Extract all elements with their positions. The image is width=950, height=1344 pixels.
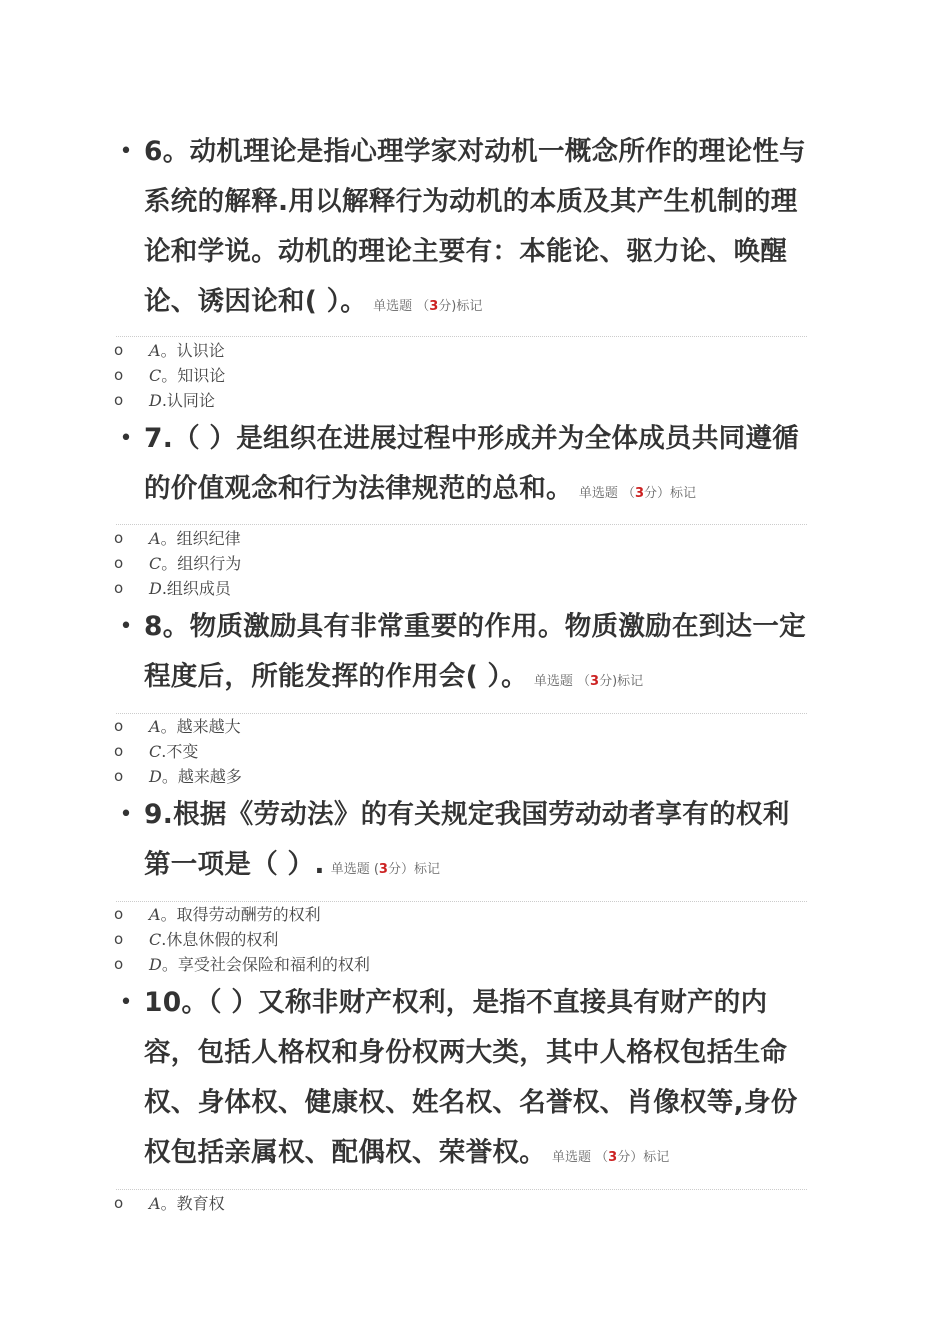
question-number: 10 bbox=[144, 987, 182, 1018]
bullet-icon: • bbox=[119, 802, 133, 827]
question-text bbox=[144, 414, 809, 519]
question-meta: 单选题 （3分）标记 bbox=[578, 486, 697, 501]
mark-link[interactable]: 分）标记 bbox=[387, 862, 440, 877]
option-d[interactable]: o D。越来越多 bbox=[114, 764, 714, 789]
option-label: 教育权 bbox=[176, 1194, 225, 1213]
option-marker: o bbox=[114, 391, 124, 409]
question-number: 6 bbox=[144, 136, 163, 167]
question-meta: 单选题 （3分)标记 bbox=[533, 674, 644, 689]
option-marker: o bbox=[114, 341, 124, 359]
option-label: 认识论 bbox=[176, 341, 225, 360]
option-letter: D bbox=[149, 767, 162, 786]
option-letter: C bbox=[149, 742, 162, 761]
option-letter: C bbox=[149, 366, 162, 385]
option-letter: D bbox=[149, 955, 162, 974]
score-value: 3 bbox=[590, 674, 600, 689]
divider bbox=[116, 524, 807, 525]
score-value: 3 bbox=[608, 1150, 618, 1165]
option-marker: o bbox=[114, 717, 124, 735]
option-list bbox=[114, 1191, 714, 1216]
question-meta: 单选题 （3分）标记 bbox=[552, 1150, 670, 1165]
option-label: 休息休假的权利 bbox=[166, 930, 279, 949]
option-letter: D bbox=[149, 579, 162, 598]
option-a[interactable]: o A。越来越大 bbox=[114, 714, 714, 739]
option-marker: o bbox=[114, 742, 124, 760]
option-letter: A bbox=[149, 717, 161, 736]
option-marker: o bbox=[114, 905, 124, 923]
question-stem: 动机理论是指心理学家对动机一概念所作的理论性与系统的解释.用以解释行为动机的本质及其产生机制的理论和学说。动机的理论主要有：本能论、驱力论、唤醒论、诱因论和( ）。 bbox=[144, 136, 806, 317]
question-7 bbox=[108, 414, 808, 514]
question-number: 9. bbox=[144, 799, 174, 830]
option-letter: C bbox=[149, 930, 162, 949]
option-marker: o bbox=[114, 554, 124, 572]
question-text: 8。物质激励具有非常重要的作用。物质激励在到达一定程度后，所能发挥的作用会( ）。 单选题 （3分)标记 bbox=[144, 611, 806, 692]
question-number: 8 bbox=[144, 611, 163, 642]
option-marker: o bbox=[114, 1194, 124, 1212]
question-meta: 单选题 (3分）标记 bbox=[330, 862, 440, 877]
option-label: 越来越大 bbox=[176, 717, 241, 736]
option-c[interactable]: o C。知识论 bbox=[114, 363, 714, 388]
option-letter: A bbox=[149, 341, 161, 360]
question-number: 7. bbox=[144, 423, 174, 454]
option-list bbox=[114, 902, 714, 977]
option-list bbox=[114, 338, 714, 413]
option-a[interactable]: o A。认识论 bbox=[114, 338, 714, 363]
option-label: 认同论 bbox=[166, 391, 215, 410]
option-a[interactable]: o A。教育权 bbox=[114, 1191, 714, 1216]
divider bbox=[116, 1189, 807, 1190]
question-stem: 根据《劳动法》的有关规定我国劳动动者享有的权利第一项是（ ）. bbox=[144, 799, 790, 880]
option-label: 不变 bbox=[166, 742, 199, 761]
question-meta: 单选题 （3分)标记 bbox=[373, 299, 483, 314]
bullet-icon: • bbox=[119, 990, 133, 1015]
score-value: 3 bbox=[378, 862, 388, 877]
option-letter: A bbox=[149, 1194, 161, 1213]
option-letter: A bbox=[149, 529, 161, 548]
question-stem: （ ）又称非财产权利，是指不直接具有财产的内容，包括人格权和身份权两大类，其中人格权包括生命权、身体权、健康权、姓名权、名誉权、肖像权等,身份权包括亲属权、配偶权、荣誉权。 bbox=[144, 987, 798, 1168]
option-d[interactable]: o D.认同论 bbox=[114, 388, 714, 413]
question-stem: （ ）是组织在进展过程中形成并为全体成员共同遵循的价值观念和行为法律规范的总和。 bbox=[144, 423, 800, 504]
option-list bbox=[114, 714, 714, 789]
option-label: 组织行为 bbox=[177, 554, 242, 573]
option-label: 组织成员 bbox=[166, 579, 231, 598]
option-marker: o bbox=[114, 767, 124, 785]
option-marker: o bbox=[114, 529, 124, 547]
question-9 bbox=[108, 790, 808, 890]
divider bbox=[116, 336, 807, 337]
score-value: 3 bbox=[429, 299, 439, 314]
option-letter: C bbox=[149, 554, 162, 573]
option-label: 享受社会保险和福利的权利 bbox=[177, 955, 370, 974]
option-marker: o bbox=[114, 579, 124, 597]
question-8 bbox=[108, 602, 808, 702]
mark-link[interactable]: 分)标记 bbox=[599, 674, 644, 689]
option-d[interactable]: o D。享受社会保险和福利的权利 bbox=[114, 952, 714, 977]
option-marker: o bbox=[114, 955, 124, 973]
option-letter: A bbox=[149, 905, 161, 924]
option-d[interactable]: o D.组织成员 bbox=[114, 576, 714, 601]
mark-link[interactable]: 分）标记 bbox=[617, 1150, 670, 1165]
option-list bbox=[114, 526, 714, 601]
question-text: 10。（ ）又称非财产权利，是指不直接具有财产的内容，包括人格权和身份权两大类，其中人格权包括生命权、身体权、健康权、姓名权、名誉权、肖像权等,身份权包括亲属权、配偶权、荣誉权。 单选题 （3分）标记 bbox=[144, 987, 798, 1168]
score-value: 3 bbox=[634, 486, 644, 501]
option-c[interactable]: o C。组织行为 bbox=[114, 551, 714, 576]
option-label: 越来越多 bbox=[177, 767, 242, 786]
question-text: 6。动机理论是指心理学家对动机一概念所作的理论性与系统的解释.用以解释行为动机的本质及其产生机制的理论和学说。动机的理论主要有：本能论、驱力论、唤醒论、诱因论和( ）。 单选题 （3分)标记 bbox=[144, 136, 806, 317]
question-text bbox=[144, 790, 809, 895]
option-c[interactable]: o C.不变 bbox=[114, 739, 714, 764]
option-label: 组织纪律 bbox=[176, 529, 241, 548]
option-a[interactable]: o A。组织纪律 bbox=[114, 526, 714, 551]
option-c[interactable]: o C.休息休假的权利 bbox=[114, 927, 714, 952]
mark-link[interactable]: 分）标记 bbox=[644, 486, 697, 501]
option-label: 取得劳动酬劳的权利 bbox=[176, 905, 321, 924]
question-10 bbox=[108, 978, 808, 1178]
option-letter: D bbox=[149, 391, 162, 410]
question-6 bbox=[108, 127, 808, 327]
bullet-icon: • bbox=[119, 614, 133, 639]
option-label: 知识论 bbox=[177, 366, 226, 385]
bullet-icon: • bbox=[119, 139, 133, 164]
option-marker: o bbox=[114, 366, 124, 384]
option-marker: o bbox=[114, 930, 124, 948]
mark-link[interactable]: 分)标记 bbox=[438, 299, 483, 314]
question-stem: 物质激励具有非常重要的作用。物质激励在到达一定程度后，所能发挥的作用会( ）。 bbox=[144, 611, 806, 692]
option-a[interactable]: o A。取得劳动酬劳的权利 bbox=[114, 902, 714, 927]
bullet-icon: • bbox=[119, 426, 133, 451]
